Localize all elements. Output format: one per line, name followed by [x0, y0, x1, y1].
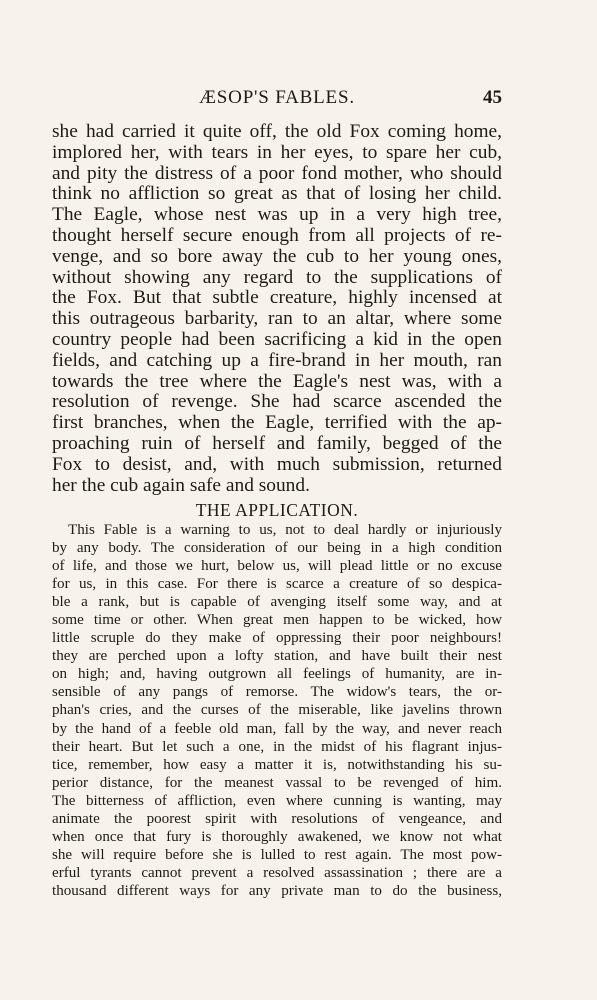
application-line: for us, in this case. For there is scarce a creature of so despica- — [52, 576, 502, 593]
application-line: by any body. The consideration of our being in a high condition — [52, 540, 502, 557]
application-line: tice, remember, how easy a matter it is, notwithstanding his su- — [52, 756, 502, 773]
fable-line: think no affliction so great as that of losing her child. — [52, 183, 502, 205]
application-line: This Fable is a warning to us, not to deal hardly or injuriously — [68, 522, 502, 538]
fable-line: without showing any regard to the supplications of — [52, 266, 502, 288]
application-line: ble a rank, but is capable of avenging itself some way, and at — [52, 594, 502, 611]
fable-line: implored her, with tears in her eyes, to spare her cub, — [52, 141, 502, 163]
fable-line: resolution of revenge. She had scarce ascended the — [52, 391, 502, 413]
application-line: by the hand of a feeble old man, fall by the way, and never reach — [52, 720, 502, 737]
page-header — [52, 86, 502, 110]
application-line: animate the poorest spirit with resolutions of vengeance, and — [52, 810, 502, 827]
fable-line: country people had been sacrificing a kid in the open — [52, 328, 502, 350]
fable-line: fields, and catching up a fire-brand in her mouth, ran — [52, 349, 502, 371]
fable-line: her the cub again safe and sound. — [52, 474, 310, 496]
fable-line: proaching ruin of herself and family, begged of the — [52, 432, 502, 454]
application-line: she will require before she is lulled to rest again. The most pow- — [52, 846, 502, 863]
fable-line: the Fox. But that subtle creature, highly incensed at — [52, 287, 502, 309]
application-text — [52, 521, 502, 900]
application-heading: THE APPLICATION. — [195, 500, 359, 520]
fable-line: she had carried it quite off, the old Fox coming home, — [52, 121, 502, 142]
fable-line: towards the tree where the Eagle's nest was, with a — [52, 370, 502, 392]
application-line: phan's cries, and the curses of the miserable, like javelins thrown — [52, 702, 502, 719]
application-line: little scruple do they make of oppressing their poor neighbours! — [52, 630, 502, 647]
page-number: 45 — [483, 87, 502, 108]
running-title: ÆSOP'S FABLES. — [199, 87, 355, 108]
application-line: sensible of any pangs of remorse. The widow's tears, the or- — [52, 684, 502, 701]
fable-line: and pity the distress of a poor fond mother, who should — [52, 162, 502, 184]
fable-line: thought herself secure enough from all projects of re- — [52, 224, 502, 246]
application-line: perior distance, for the meanest vassal to be revenged of him. — [52, 774, 502, 791]
fable-line: this outrageous barbarity, ran to an altar, where some — [52, 308, 502, 330]
application-line: The bitterness of affliction, even where cunning is wanting, may — [52, 792, 502, 809]
application-line: they are perched upon a lofty station, and have built their nest — [52, 648, 502, 665]
application-line: some time or other. When great men happen to be wicked, how — [52, 612, 502, 629]
fable-text — [52, 122, 502, 496]
application-line: when once that fury is thoroughly awakened, we know not what — [52, 828, 502, 845]
application-line: thousand different ways for any private man to do the business, — [52, 882, 502, 899]
application-line: their heart. But let such a one, in the midst of his flagrant injus- — [52, 738, 502, 755]
application-line: erful tyrants cannot prevent a resolved assassination ; there are a — [52, 864, 502, 881]
application-line: of life, and those we hurt, below us, will plead little or no excuse — [52, 558, 502, 575]
application-line: on high; and, having outgrown all feelings of humanity, are in- — [52, 666, 502, 683]
fable-line: Fox to desist, and, with much submission, returned — [52, 453, 502, 475]
fable-line: venge, and so bore away the cub to her young ones, — [52, 245, 502, 267]
fable-line: first branches, when the Eagle, terrified with the ap- — [52, 412, 502, 434]
fable-line: The Eagle, whose nest was up in a very high tree, — [52, 204, 502, 226]
